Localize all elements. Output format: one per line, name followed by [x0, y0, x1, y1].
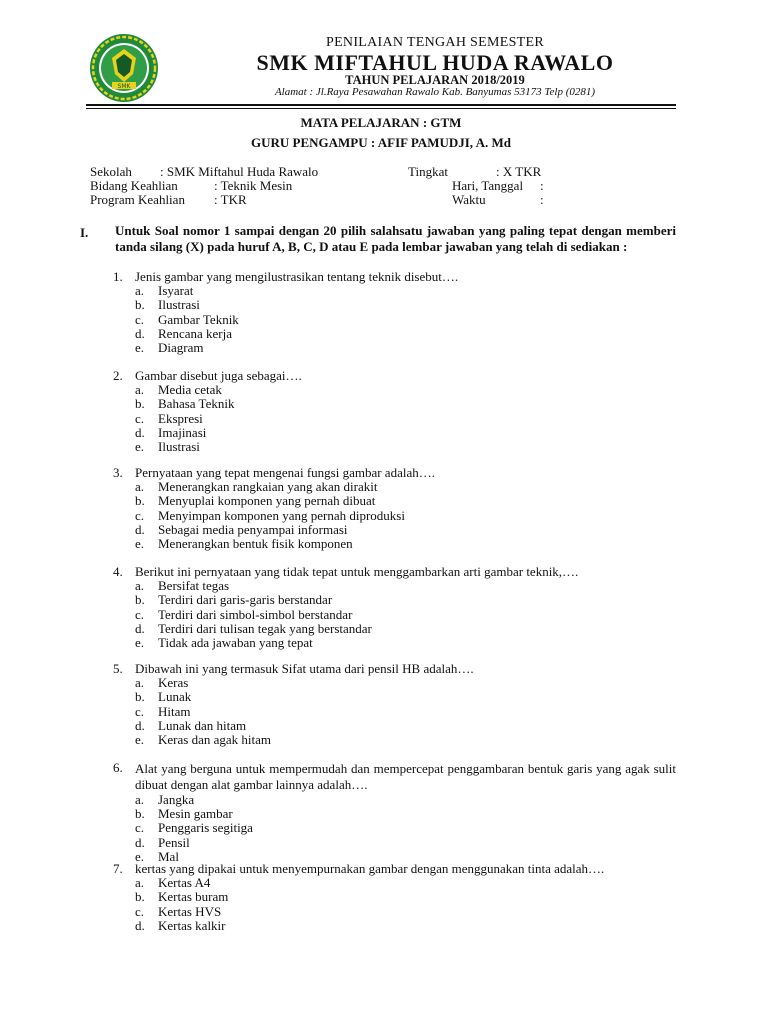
question-number: 1. [113, 269, 123, 284]
option-a: a. Bersifat tegas [135, 578, 230, 594]
option-d: d. Lunak dan hitam [135, 717, 247, 733]
option-d: d. Terdiri dari tulisan tegak yang berstandar [135, 620, 372, 636]
option-e: e. Keras dan agak hitam [135, 731, 271, 747]
question-text: kertas yang dipakai untuk menyempurnakan gambar dengan menggunakan tinta adalah…. [135, 861, 605, 876]
question-number: 3. [113, 465, 123, 480]
option-e: e. Tidak ada jawaban yang tepat [135, 634, 313, 650]
option-d: d. Pensil [135, 834, 190, 850]
option-d: d. Rencana kerja [135, 325, 232, 341]
question-text: Jenis gambar yang mengilustrasikan tentang teknik disebut…. [135, 269, 459, 284]
question-1 [113, 270, 676, 355]
question-5 [113, 662, 676, 747]
info-tingkat-value: : X TKR [496, 164, 542, 179]
option-b: b. Kertas buram [135, 889, 229, 905]
info-bidang-value: : Teknik Mesin [214, 178, 293, 193]
option-e: e. Mal [135, 848, 179, 864]
option-a: a. Media cetak [135, 382, 222, 398]
info-bidang-label: Bidang Keahlian [90, 178, 178, 193]
section-number: I. [80, 225, 89, 240]
question-2 [113, 369, 676, 454]
info-tingkat-label: Tingkat [408, 164, 448, 179]
option-a: a. Jangka [135, 792, 195, 807]
question-number: 6. [113, 760, 123, 775]
info-hari-value: : [540, 178, 544, 193]
question-number: 5. [113, 661, 123, 676]
option-b: b. Lunak [135, 689, 192, 705]
question-text: Pernyataan yang tepat mengenai fungsi gambar adalah…. [135, 465, 435, 480]
header-divider-thin [86, 108, 676, 109]
question-6 [113, 761, 676, 864]
header-divider-thick [86, 104, 676, 106]
option-a: a. Kertas A4 [135, 875, 211, 891]
question-3 [113, 466, 676, 551]
question-text: Berikut ini pernyataan yang tidak tepat untuk menggambarkan arti gambar teknik,…. [135, 564, 579, 579]
option-d: d. Imajinasi [135, 424, 207, 440]
teacher-name: GURU PENGAMPU : AFIF PAMUDJI, A. Md [251, 135, 511, 150]
info-sekolah-label: Sekolah [90, 164, 132, 179]
school-name: SMK MIFTAHUL HUDA RAWALO [256, 50, 614, 75]
section-instructions: Untuk Soal nomor 1 sampai dengan 20 pilih salahsatu jawaban yang paling tepat dengan memberi tanda silang (X) pada huruf A, B, C, D atau E pada lembar jawaban yang telah di sediakan : [115, 223, 676, 254]
option-c: c. Ekspresi [135, 410, 203, 426]
question-number: 7. [113, 861, 123, 876]
school-address: Alamat : Jl.Raya Pesawahan Rawalo Kab. Banyumas 53173 Telp (0281) [274, 86, 596, 98]
question-number: 2. [113, 368, 123, 383]
question-text: Dibawah ini yang termasuk Sifat utama dari pensil HB adalah…. [135, 661, 474, 676]
option-b: b. Mesin gambar [135, 806, 233, 822]
info-sekolah-value: : SMK Miftahul Huda Rawalo [160, 164, 319, 179]
option-e: e. Menerangkan bentuk fisik komponen [135, 535, 353, 551]
subject-title: MATA PELAJARAN : GTM [300, 115, 462, 130]
option-a: a. Menerangkan rangkaian yang akan dirakit [135, 479, 378, 495]
option-d: d. Sebagai media penyampai informasi [135, 521, 348, 537]
option-d: d. Kertas kalkir [135, 917, 226, 933]
info-program-value: : TKR [214, 192, 247, 207]
exam-title: PENILAIAN TENGAH SEMESTER [325, 35, 544, 50]
option-e: e. Diagram [135, 339, 204, 355]
info-waktu-value: : [540, 192, 544, 207]
question-text: Alat yang berguna untuk mempermudah dan mempercepat penggambaran bentuk garis yang agak sulit dibuat dengan alat gambar lainnya adalah…. [135, 761, 676, 792]
school-year: TAHUN PELAJARAN 2018/2019 [345, 73, 525, 87]
option-b: b. Bahasa Teknik [135, 396, 235, 412]
option-c: c. Hitam [135, 703, 191, 719]
option-b: b. Menyuplai komponen yang pernah dibuat [135, 493, 376, 509]
option-a: a. Isyarat [135, 283, 194, 299]
option-b: b. Terdiri dari garis-garis berstandar [135, 592, 333, 608]
option-b: b. Ilustrasi [135, 297, 200, 313]
option-c: c. Gambar Teknik [135, 311, 239, 327]
info-waktu-label: Waktu [452, 192, 486, 207]
info-hari-label: Hari, Tanggal [452, 178, 524, 193]
option-c: c. Menyimpan komponen yang pernah diproduksi [135, 507, 405, 523]
info-program-label: Program Keahlian [90, 192, 185, 207]
question-7 [113, 862, 676, 933]
option-c: c. Terdiri dari simbol-simbol berstandar [135, 606, 353, 622]
question-number: 4. [113, 564, 123, 579]
logo-text: SMK [117, 83, 131, 90]
option-e: e. Ilustrasi [135, 438, 200, 454]
option-a: a. Keras [135, 675, 189, 691]
option-c: c. Kertas HVS [135, 903, 222, 919]
question-text: Gambar disebut juga sebagai…. [135, 368, 302, 383]
option-c: c. Penggaris segitiga [135, 820, 253, 836]
question-4 [113, 565, 676, 650]
school-logo-icon [88, 32, 160, 104]
